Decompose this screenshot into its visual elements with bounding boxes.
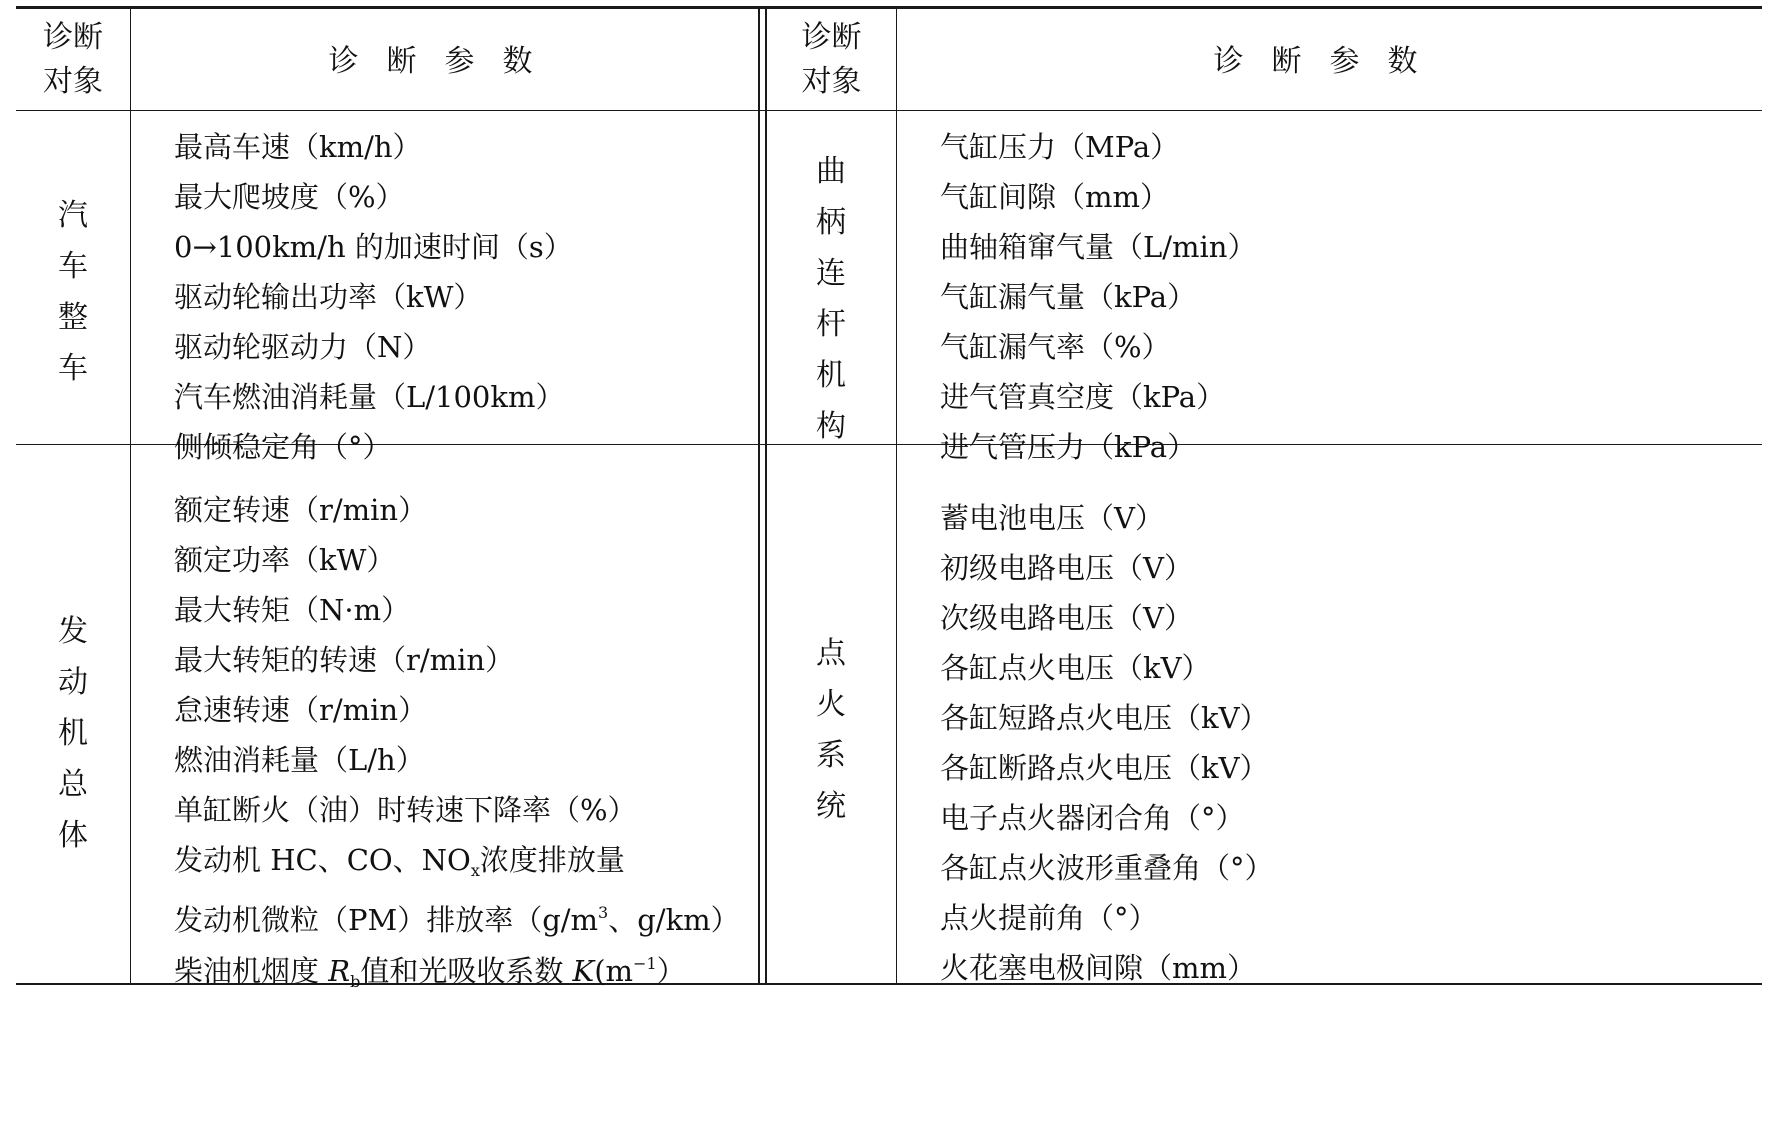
col-rule-right-1 [896, 8, 897, 984]
header-object-line2: 对象 [801, 64, 862, 99]
list-item: 进气管真空度（kPa） [940, 380, 1226, 414]
list-item: 0→100km/h 的加速时间（s） [174, 230, 573, 264]
list-item: 各缸点火波形重叠角（°） [940, 851, 1274, 885]
list-item: 气缸间隙（mm） [940, 180, 1169, 214]
list-item-smoke: 柴油机烟度 $R_b$值和光吸收系数 $K(m^{-1})$ [174, 954, 686, 991]
list-item: 进气管压力（kPa） [940, 430, 1197, 464]
list-item: 点火提前角（°） [940, 901, 1158, 935]
object-ignition-system: 点 火 系 统 [816, 636, 846, 824]
object-crank-mechanism: 曲 柄 连 杆 机 构 [816, 154, 846, 444]
list-item: 各缸点火电压（kV） [940, 651, 1211, 685]
header-params-right: 诊断参数 [1213, 44, 1446, 79]
list-item: 驱动轮驱动力（N） [174, 330, 432, 364]
header-object-line2: 对象 [43, 64, 103, 99]
top-rule [16, 6, 1762, 9]
list-item: 电子点火器闭合角（°） [940, 801, 1245, 835]
header-object-left [16, 16, 130, 104]
params-ignition-system [940, 493, 1274, 993]
header-object-right [767, 16, 896, 104]
list-item: 汽车燃油消耗量（L/100km） [174, 380, 565, 414]
list-item: 最大转矩的转速（r/min） [174, 643, 515, 677]
list-item: 怠速转速（r/min） [174, 693, 428, 727]
col-rule-double-b [765, 8, 767, 984]
list-item: 驱动轮输出功率（kW） [174, 280, 483, 314]
list-item: 次级电路电压（V） [940, 601, 1193, 635]
object-vehicle: 汽 车 整 车 [58, 198, 88, 386]
list-item: 曲轴箱窜气量（L/min） [940, 230, 1257, 264]
list-item-pm: 发动机微粒（PM）排放率（$g/m^3$、g/km） [174, 903, 740, 937]
list-item: 额定转速（r/min） [174, 493, 428, 527]
params-crank-mechanism [940, 122, 1256, 472]
list-item: 最大转矩（N·m） [174, 593, 411, 627]
list-item: 额定功率（kW） [174, 543, 396, 577]
object-engine-overall: 发 动 机 总 体 [58, 614, 88, 853]
header-params-left: 诊断参数 [328, 44, 561, 79]
list-item: 气缸漏气量（kPa） [940, 280, 1197, 314]
params-vehicle [174, 122, 573, 472]
col-rule-left-1 [130, 8, 131, 984]
list-item: 蓄电池电压（V） [940, 501, 1164, 535]
header-object-line1: 诊断 [801, 20, 862, 55]
list-item: 火花塞电极间隙（mm） [940, 951, 1256, 985]
list-item: 气缸漏气率（%） [940, 330, 1171, 364]
col-rule-double-a [758, 8, 760, 984]
list-item: 燃油消耗量（L/h） [174, 743, 425, 777]
list-item: 气缸压力（MPa） [940, 130, 1180, 164]
list-item: 初级电路电压（V） [940, 551, 1193, 585]
header-rule [16, 110, 1762, 111]
params-engine-overall [174, 485, 740, 991]
header-object-line1: 诊断 [43, 20, 103, 55]
list-item: 侧倾稳定角（°） [174, 430, 392, 464]
list-item: 最大爬坡度（%） [174, 180, 405, 214]
list-item-emission: 发动机 HC、CO、$NO_x$浓度排放量 [174, 843, 625, 880]
list-item: 各缸短路点火电压（kV） [940, 701, 1269, 735]
list-item: 单缸断火（油）时转速下降率（%） [174, 793, 637, 827]
list-item: 最高车速（km/h） [174, 130, 422, 164]
list-item: 各缸断路点火电压（kV） [940, 751, 1269, 785]
